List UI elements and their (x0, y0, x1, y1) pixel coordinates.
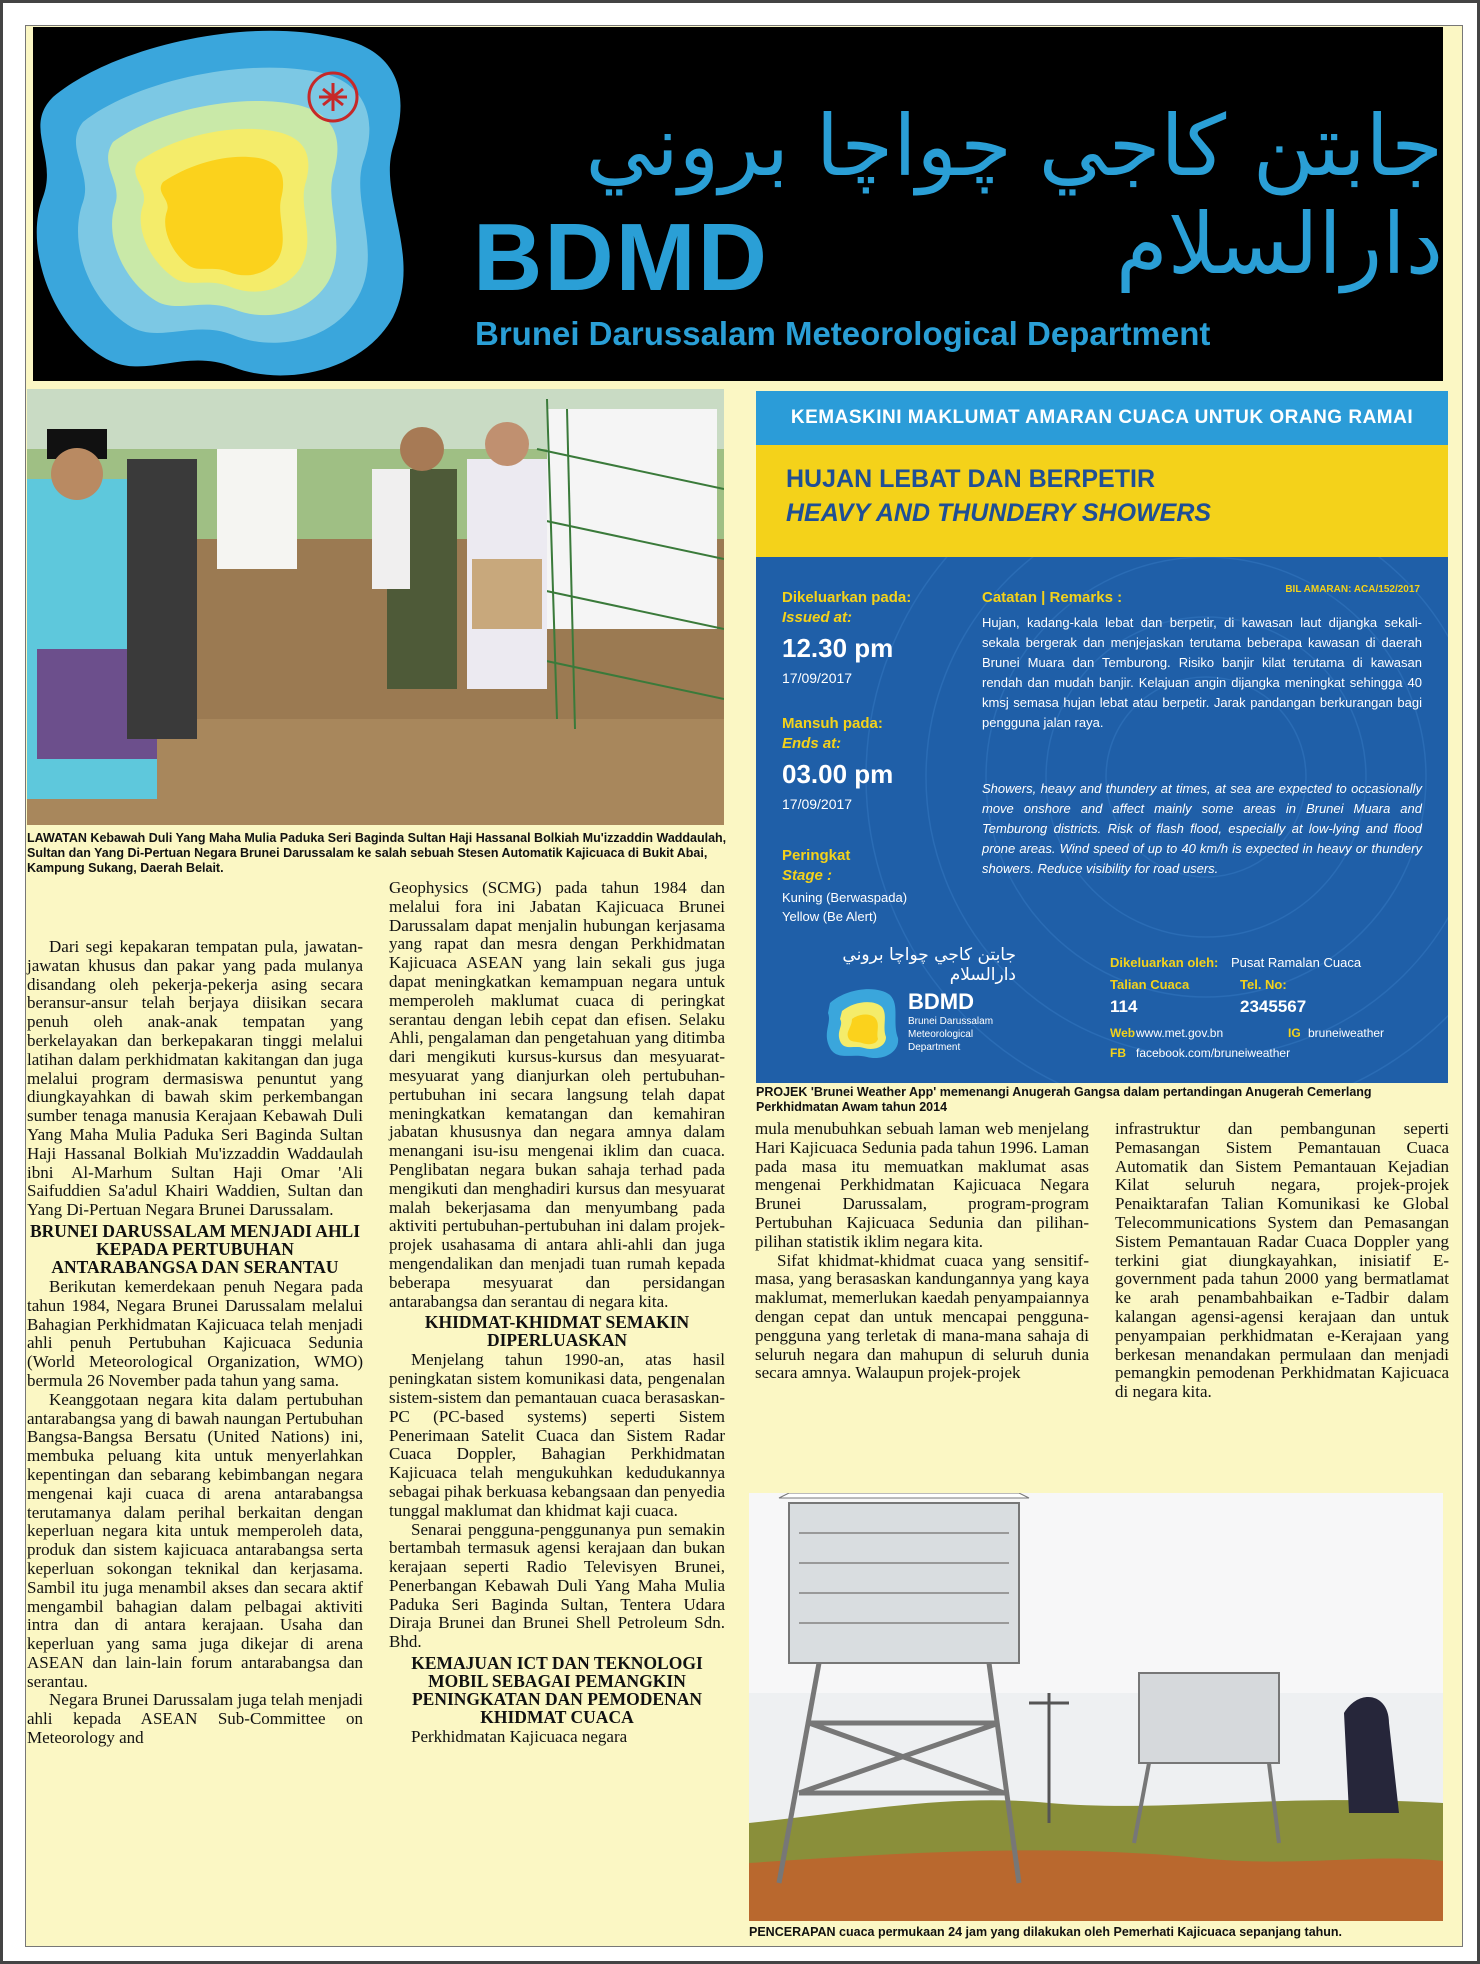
logo-contour-map-icon (33, 27, 453, 381)
poster-top-banner: KEMASKINI MAKLUMAT AMARAN CUACA UNTUK ORANG RAMAI (756, 391, 1448, 445)
col3-paragraph-1: mula menubuhkan sebuah laman web menjelang Hari Kajicuaca Sedunia pada tahun 1996. Laman pada masa itu memuatkan maklumat asas mengenai Perkhidmatan Kajicuaca Negara Brunei Darussalam, program-program Pertubuhan Kajicuaca Sedunia dan pilihan-pilihan statistik iklim negara kita. (755, 1119, 1089, 1251)
poster-caption: PROJEK 'Brunei Weather App' memenangi Anugerah Gangsa dalam pertandingan Anugerah Cemerlang Perkhidmatan Awam tahun 2014 (756, 1085, 1372, 1114)
poster-title-ms: HUJAN LEBAT DAN BERPETIR (786, 465, 1155, 493)
col3-paragraph-2: Sifat khidmat-khidmat cuaca yang sensitif-masa, yang berasaskan kandungannya yang kaya maklumat, memerlukan kaedah penyampaiannya dengan cepat dan untuk mencapai pengguna-pengguna yang terletak di mana-mana sahaja di seluruh negara dan mahupun di seluruh dunia secara amnya. Walaupun projek-projek (755, 1250, 1089, 1383)
issued-by-label: Dikeluarkan oleh: (1110, 955, 1219, 970)
photo1-caption: LAWATAN Kebawah Duli Yang Maha Mulia Paduka Seri Baginda Sultan Haji Hassanal Bolkiah Mu'izzaddin Waddaulah, Sultan dan Yang Di-Pertuan Negara Brunei Darussalam ke salah sebuah Stesen Automatik Kajicuaca di Bukit Abai, Kampung Sukang, Daerah Belait. (27, 831, 727, 875)
poster-logo-line2: Meteorological (908, 1029, 974, 1040)
web-value: www.met.gov.bn (1136, 1026, 1224, 1040)
col1-paragraph-2: Berikutan kemerdekaan penuh Negara pada tahun 1984, Negara Brunei Darussalam melalui Bahagian Perkhidmatan Kajicuaca telah menjadi ahli penuh Pertubuhan Kajicuaca Sedunia (World Meteorological Organization, WMO) bermula 26 November pada tahun yang sama. (27, 1276, 363, 1390)
poster-logo-line3: Department (908, 1042, 961, 1053)
remarks-label: Catatan | Remarks : (982, 589, 1123, 606)
col1-heading-1: BRUNEI DARUSSALAM MENJADI AHLI KEPADA PERTUBUHAN ANTARABANGSA DAN SERANTAU (29, 1220, 361, 1277)
ends-date: 17/09/2017 (782, 796, 853, 812)
issued-label-en: Issued at: (782, 609, 853, 626)
ends-label-ms: Mansuh pada: (782, 715, 883, 732)
poster-logo-line1: Brunei Darussalam (908, 1016, 994, 1027)
ig-value: bruneiweather (1308, 1026, 1385, 1040)
col1-paragraph-3: Keanggotaan negara kita dalam pertubuhan antarabangsa yang di bawah naungan Pertubuhan Bangsa-Bangsa Bersatu (United Nations) ini, membuka peluang kita untuk menyerlahkan kepentingan dan sebarang kebimbangan negara mengenai kaji cuaca di arena antarabangsa terutamanya dalam perihal berkaitan dengan keperluan negara kita untuk memperoleh data, produk dan sistem kajicuaca antarabangsa serta keperluan sokongan teknikal dan kerjasama. Sambil itu juga menambil akses dan secara aktif mengambil bahagian dalam pelbagai aktiviti intra dan di antara kerajaan. Usaha dan keperluan yang sama juga dikejar di arena ASEAN dan lain-lain forum antarabangsa dan serantau. (27, 1389, 363, 1691)
col2-heading-1: KHIDMAT-KHIDMAT SEMAKIN DIPERLUASKAN (424, 1312, 690, 1351)
poster-logo-icon (822, 983, 902, 1063)
photo2-caption: PENCERAPAN cuaca permukaan 24 jam yang dilakukan oleh Pemerhati Kajicuaca sepanjang tahun. (749, 1925, 1343, 1939)
talian-label: Talian Cuaca (1110, 977, 1190, 992)
stage-label-en: Stage : (782, 867, 833, 884)
poster-logo-abbr: BDMD (908, 989, 974, 1014)
header-banner (33, 27, 1443, 381)
col2-heading-2: KEMAJUAN ICT DAN TEKNOLOGI MOBIL SEBAGAI PEMANGKIN PENINGKATAN DAN PEMODENAN KHIDMAT CUACA (411, 1653, 703, 1728)
ends-time: 03.00 pm (782, 759, 894, 789)
issued-by: Pusat Ramalan Cuaca (1231, 955, 1362, 970)
article-column-1 (27, 938, 363, 1748)
fb-value: facebook.com/bruneiweather (1136, 1046, 1291, 1060)
tel-value: 2345567 (1240, 997, 1307, 1016)
stage-en: Yellow (Be Alert) (782, 909, 877, 924)
poster-arabic: جابتن كاجي چواچا بروني دارالسلام (842, 945, 1016, 985)
ig-label: IG (1288, 1026, 1301, 1040)
poster-title-band (756, 445, 1448, 557)
stage-label-ms: Peringkat (782, 847, 851, 864)
stage-ms: Kuning (Berwaspada) (782, 890, 908, 905)
ends-label-en: Ends at: (782, 735, 842, 752)
talian-value: 114 (1110, 997, 1138, 1016)
issued-time: 12.30 pm (782, 633, 894, 663)
col1-paragraph-1: Dari segi kepakaran tempatan pula, jawatan-jawatan khusus dan pakar yang pada mulanya disandang oleh pekerja-pekerja asing secara beransur-ansur telah berjaya diisikan secara penuh oleh anak-anak tempatan yang berkelayakan dan berkepakaran tinggi melalui latihan dalam perkhidmatan kakitangan dan juga melalui program dermasiswa penuntut yang diungkayahkan di bawah skim perkembangan sumber tenaga manusia Kerajaan Kebawah Duli Yang Maha Mulia Paduka Seri Baginda Sultan Haji Hassanal Bolkiah Mu'izzaddin Waddaulah ibni Al-Marhum Sultan Haji Omar 'Ali Saifuddien Sa'adul Khairi Waddien, Sultan dan Yang Di-Pertuan Negara Brunei Darussalam. (27, 937, 363, 1220)
issued-date: 17/09/2017 (782, 670, 853, 686)
col2-paragraph-2: Menjelang tahun 1990-an, atas hasil peningkatan sistem komunikasi data, pengenalan sistem-sistem dan pemantauan cuaca berasaskan-PC (PC-based systems) seperti Sistem Penerimaan Satelit Cuaca dan Sistem Radar Cuaca Doppler, Bahagian Perkhidmatan Kajicuaca telah mengukuhkan kedudukannya sebagai pihak berkuasa kebangsaan dan penyedia tunggal maklumat dan khidmat kaji cuaca. (389, 1350, 725, 1520)
photo-station-visit (27, 389, 724, 825)
bil-amaran: BIL AMARAN: ACA/152/2017 (1285, 584, 1420, 595)
arabic-title: جابتن كاجي چواچا بروني دارالسلام (585, 97, 1443, 293)
photo-weather-observation (749, 1493, 1443, 1921)
department-name: Brunei Darussalam Meteorological Department (475, 315, 1211, 352)
remarks-en: Showers, heavy and thundery at times, at sea are expected to occasionally move onshore and affect mainly some areas in Brunei Muara and Temburong districts. Risk of flash flood, especially at low-lying and flood prone areas. Wind speed of up to 40 km/h is expected in heavy or thundery showers. Reduce visibility for road users. (982, 781, 1422, 876)
issued-label-ms: Dikeluarkan pada: (782, 589, 912, 606)
article-column-3 (755, 1120, 1089, 1383)
col2-paragraph-4: Perkhidmatan Kajicuaca negara (411, 1727, 628, 1747)
remarks-ms: Hujan, kadang-kala lebat dan berpetir, di kawasan laut dijangka sekali-sekala bergerak dan menjejaskan terutama beberapa kawasan di daerah Brunei Muara dan Temburong. Risiko banjir kilat terutama di kawasan rendah dan mudah banjir. Kelajuan angin dijangka meningkat sehingga 40 kmsj semasa hujan lebat atau berpetir. Jarak pandangan berkurangan bagi pengguna jalan raya. (982, 615, 1422, 730)
col4-paragraph-1: infrastruktur dan pembangunan seperti Pemasangan Sistem Pemantauan Cuaca Automatik dan Sistem Pemantauan Kejadian Kilat seluruh negara, projek-projek Penaiktarafan Talian Komunikasi ke Global Telecommunications System dan Pemasangan Sistem Pemantauan Radar Cuaca Doppler yang terkini giat diungkayahkan, inisiatif E-government pada tahun 2000 yang bermatlamat ke arah penambahbaikan e-Tadbir dalam kalangan agensi-agensi kerajaan dan untuk penyampaian perkhidmatan e-Kerajaan yang berkesan menandakan permulaan dan menjadi pemangkin pemodenan Perkhidmatan Kajicuaca di negara kita. (1115, 1119, 1449, 1402)
col2-paragraph-1: Geophysics (SCMG) pada tahun 1984 dan melalui fora ini Jabatan Kajicuaca Brunei Darussalam dapat menjalin hubungan kerjasama yang rapat dan mesra dengan Perkhidmatan Kajicuaca ASEAN yang lain sekali gus juga dapat meningkatkan kemampuan negara untuk memperoleh maklumat cuaca di peringkat serantau dengan lebih cepat dan efisen. Selaku Ahli, pengalaman dan pengetahuan yang ditimba dari mengikuti kursus-kursus dan mesyuarat-mesyuarat yang dianjurkan oleh pertubuhan-pertubuhan ini secara langsung telah dapat meningkatkan kematangan dan kemahiran jabatan khususnya dan negara amnya dalam menangani isu-isu mengenai iklim dan cuaca. Penglibatan negara bukan sahaja terhad pada mengikuti dan menghadiri kursus dan mesyuarat malah bekerjasama dan menyumbang pada aktiviti pertubuhan-pertubuhan ini dalam projek-projek usahasama di antara ahli-ahli dan juga mengendalikan dan menjadi tuan rumah kepada beberapa mesyuarat dan persidangan antarabangsa dan serantau di negara kita. (389, 878, 725, 1311)
article-column-4 (1115, 1120, 1449, 1402)
col2-paragraph-3: Senarai pengguna-penggunanya pun semakin bertambah termasuk agensi kerajaan dan bukan kerajaan seperti Radio Televisyen Brunei, Penerbangan Kebawah Duli Yang Maha Mulia Paduka Seri Baginda Sultan, Tentera Udara Diraja Brunei dan Brunei Shell Petroleum Sdn. Bhd. (389, 1519, 725, 1652)
web-label: Web (1110, 1026, 1136, 1040)
tel-label: Tel. No: (1240, 977, 1287, 992)
weather-observation-illustration (749, 1493, 1443, 1921)
station-visit-illustration (27, 389, 724, 825)
fb-label: FB (1110, 1046, 1126, 1060)
weather-warning-poster (756, 391, 1448, 1083)
article-column-2 (389, 879, 725, 1747)
col1-paragraph-4: Negara Brunei Darussalam juga telah menjadi ahli kepada ASEAN Sub-Committee on Meteorology and (27, 1690, 363, 1748)
poster-title-en: HEAVY AND THUNDERY SHOWERS (786, 499, 1212, 527)
logo-abbreviation: BDMD (473, 204, 769, 311)
